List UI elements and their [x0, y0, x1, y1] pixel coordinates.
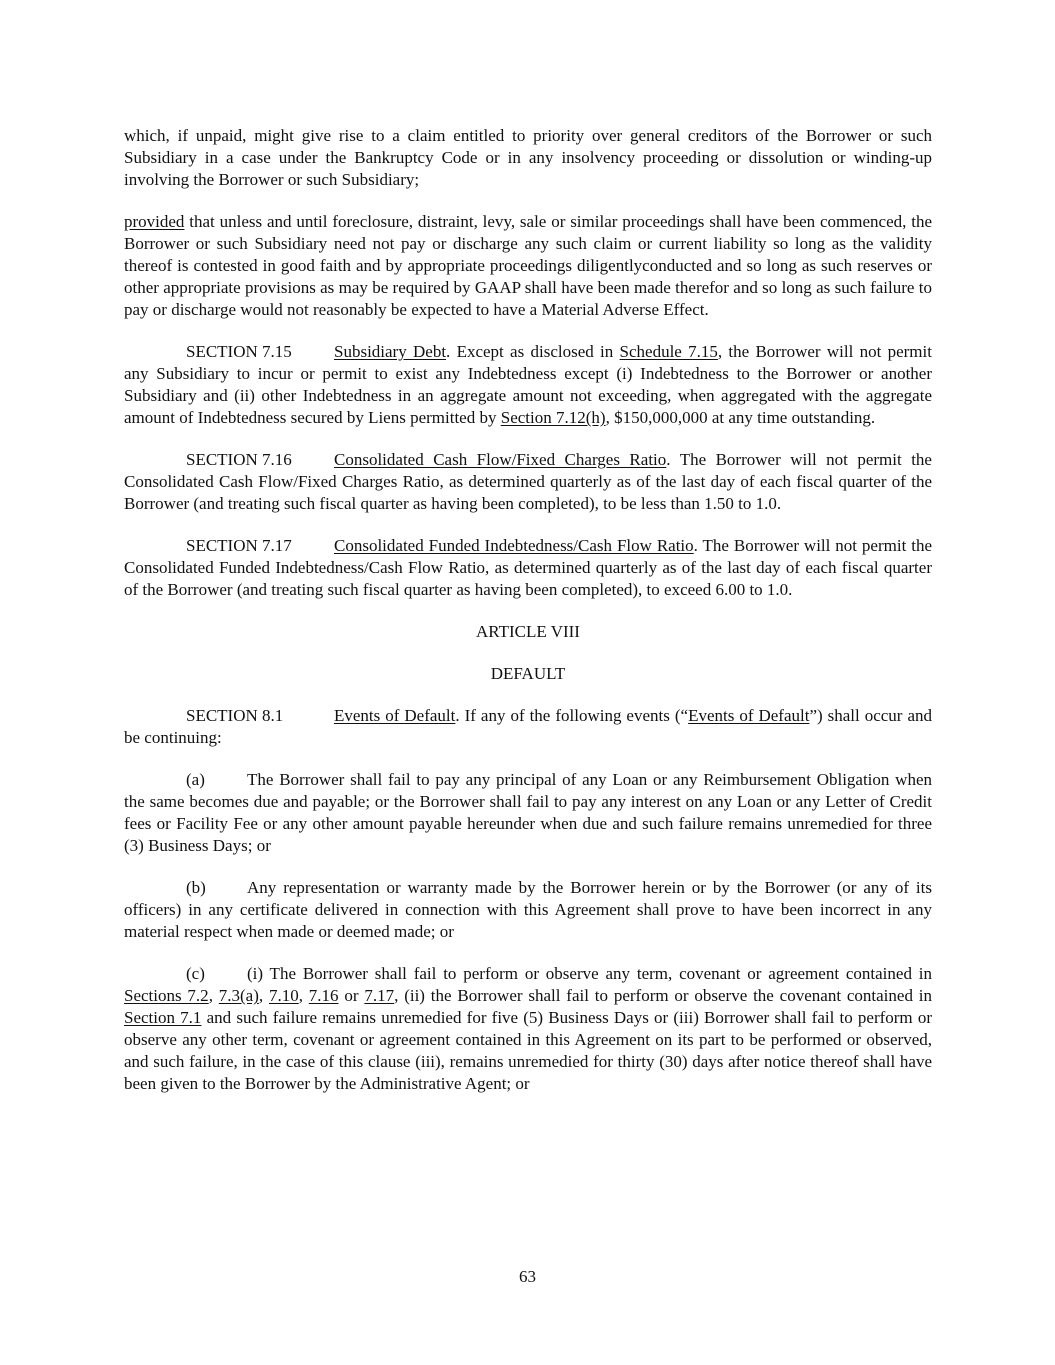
- section-7-15: [124, 341, 932, 429]
- cross-reference: Sections 7.2: [124, 986, 209, 1005]
- clause-label: (a): [186, 770, 205, 789]
- section-title: Events of Default: [334, 706, 456, 725]
- section-number: SECTION 7.17: [186, 536, 292, 555]
- cross-reference: Section 7.12(h): [500, 408, 606, 427]
- proviso-text: that unless and until foreclosure, distraint, levy, sale or similar proceedings shall have been commenced, the Borrower or such Subsidiary need not pay or discharge any such claim or current liability so long as the validity thereof is contested in good faith and by appropriate proceedings diligentlyconducted and so long as such reserves or other appropriate provisions as may be required by GAAP shall have been made therefor and so long as such failure to pay or discharge would not reasonably be expected to have a Material Adverse Effect.: [124, 212, 932, 319]
- separator: or: [338, 986, 365, 1005]
- article-heading: ARTICLE VIII: [476, 622, 580, 641]
- clause-label: (c): [186, 964, 205, 983]
- cross-reference: Section 7.1: [124, 1008, 202, 1027]
- clause-text: (i) The Borrower shall fail to perform or observe any term, covenant or agreement contained in: [247, 964, 932, 983]
- section-text: . If any of the following events (“: [455, 706, 689, 725]
- section-number: SECTION 7.16: [186, 450, 292, 469]
- section-text: . The Borrower will not permit the Consolidated Cash Flow/Fixed Charges Ratio, as determined quarterly as of the last day of each fiscal quarter of the Borrower (and treating such fiscal quarter as having been completed), to be less than 1.50 to 1.0.: [124, 450, 932, 513]
- section-number: SECTION 7.15: [186, 342, 292, 361]
- section-title: Consolidated Cash Flow/Fixed Charges Ratio: [334, 450, 667, 469]
- clause-c: [124, 963, 932, 1095]
- section-title: Consolidated Funded Indebtedness/Cash Flow Ratio: [334, 536, 694, 555]
- section-8-1: [124, 705, 932, 749]
- separator: ,: [208, 986, 219, 1005]
- section-text: ”) shall occur and be continuing:: [124, 706, 932, 747]
- cross-reference: 7.3(a): [218, 986, 259, 1005]
- section-title: Subsidiary Debt: [334, 342, 447, 361]
- section-text: , the Borrower will not permit any Subsidiary to incur or permit to exist any Indebtedness except (i) Indebtedness to the Borrower or another Subsidiary and (ii) other Indebtedness in an aggregate amount not exceeding, when aggregated with the aggregate amount of Indebtedness secured by Liens permitted by: [124, 342, 932, 427]
- cross-reference: 7.16: [308, 986, 339, 1005]
- page-number: 63: [519, 1267, 536, 1286]
- cross-reference: 7.17: [364, 986, 395, 1005]
- clause-b: [124, 877, 932, 943]
- section-text: . The Borrower will not permit the Consolidated Funded Indebtedness/Cash Flow Ratio, as determined quarterly as of the last day of each fiscal quarter of the Borrower (and treating such fiscal quarter as having been completed), to exceed 6.00 to 1.0.: [124, 536, 932, 599]
- proviso-term: provided: [124, 212, 185, 231]
- clause-text: The Borrower shall fail to pay any principal of any Loan or any Reimbursement Obligation when the same becomes due and payable; or the Borrower shall fail to pay any interest on any Loan or any Letter of Credit fees or Facility Fee or any other amount payable hereunder when due and such failure remains unremedied for three (3) Business Days; or: [124, 770, 932, 855]
- paragraph-continuation: which, if unpaid, might give rise to a claim entitled to priority over general creditors of the Borrower or such Subsidiary in a case under the Bankruptcy Code or in any insolvency proceeding or dissolution or winding-up involving the Borrower or such Subsidiary;: [124, 126, 932, 189]
- clause-text: and such failure remains unremedied for five (5) Business Days or (iii) Borrower shall fail to perform or observe any other term, covenant or agreement contained in this Agreement on its part to be performed or observed, and such failure, in the case of this clause (iii), remains unremedied for thirty (30) days after notice thereof shall have been given to the Borrower by the Administrative Agent; or: [124, 1008, 932, 1093]
- clause-text: , (ii) the Borrower shall fail to perform or observe the covenant contained in: [394, 986, 932, 1005]
- section-7-16: [124, 449, 932, 515]
- section-text: . Except as disclosed in: [446, 342, 620, 361]
- paragraph-proviso: [124, 211, 932, 321]
- defined-term: Events of Default: [688, 706, 810, 725]
- cross-reference: Schedule 7.15: [619, 342, 718, 361]
- page-body: [124, 125, 932, 1115]
- clause-label: (b): [186, 878, 206, 897]
- section-number: SECTION 8.1: [186, 706, 284, 725]
- separator: ,: [258, 986, 269, 1005]
- section-7-17: [124, 535, 932, 601]
- clause-a: [124, 769, 932, 857]
- cross-reference: 7.10: [268, 986, 299, 1005]
- clause-text: Any representation or warranty made by the Borrower herein or by the Borrower (or any of its officers) in any certificate delivered in connection with this Agreement shall prove to have been incorrect in any material respect when made or deemed made; or: [124, 878, 932, 941]
- article-title: DEFAULT: [490, 664, 566, 683]
- separator: ,: [298, 986, 309, 1005]
- section-text: , $150,000,000 at any time outstanding.: [605, 408, 876, 427]
